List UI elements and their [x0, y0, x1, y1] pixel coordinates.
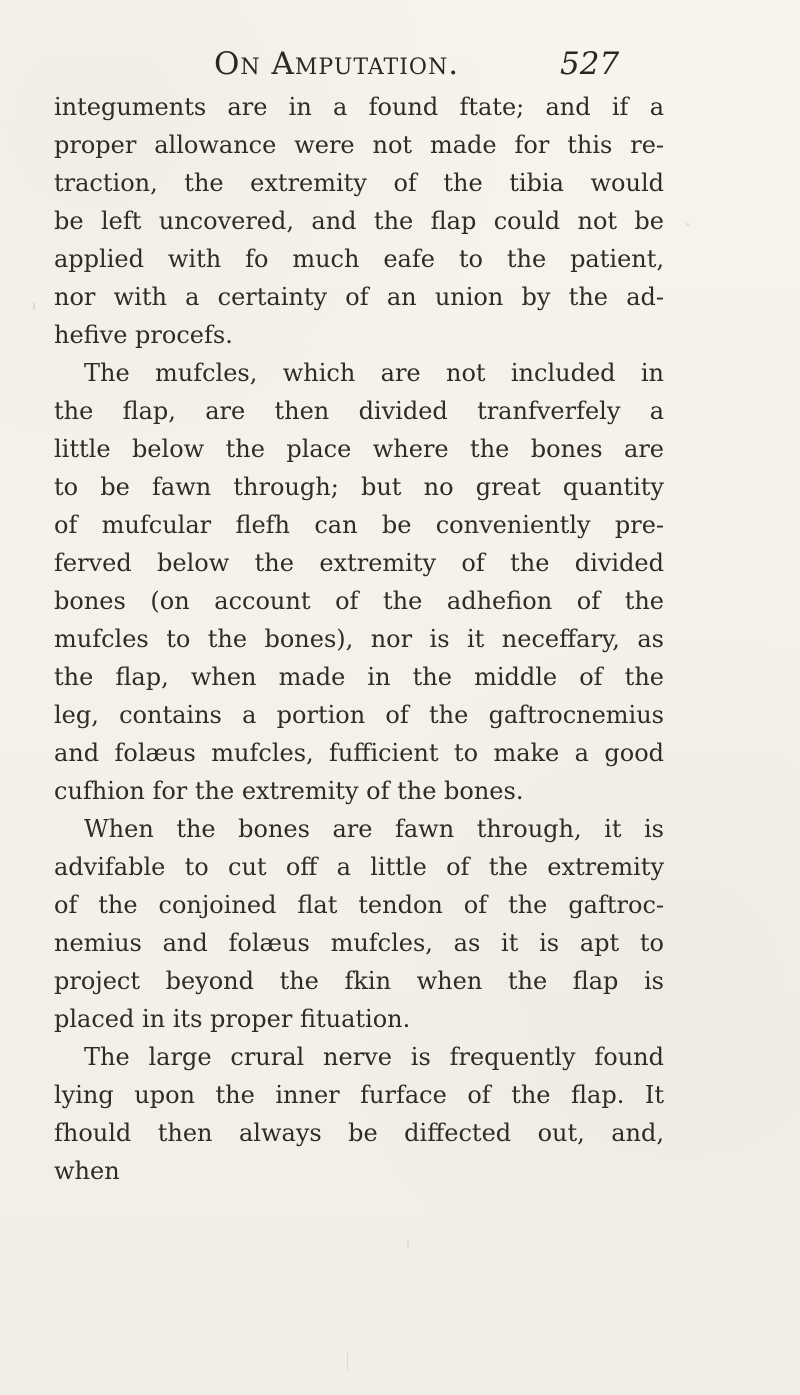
text-line: little below the place where the bones are	[54, 435, 664, 463]
text-line: nemius and folæus mufcles, as it is apt to	[54, 929, 664, 957]
text-line: cufhion for the extremity of the bones.	[54, 777, 524, 805]
text-line: ferved below the extremity of the divided	[54, 549, 664, 577]
text-line: project beyond the fkin when the flap is	[54, 967, 664, 995]
text-line: the flap, are then divided tranfverfely a	[54, 397, 664, 425]
text-line: bones (on account of the adhefion of the	[54, 587, 664, 615]
body-text	[54, 88, 664, 1190]
text-line: integuments are in a found ftate; and if a	[54, 93, 664, 121]
text-line: applied with fo much eafe to the patient,	[54, 245, 664, 273]
text-line: traction, the extremity of the tibia would	[54, 169, 664, 197]
paper-speck	[347, 1350, 348, 1372]
text-line: placed in its proper fituation.	[54, 1005, 411, 1033]
paper-speck	[686, 223, 689, 226]
paragraph-start: When the bones are fawn through, it is	[84, 815, 664, 843]
text-line: lying upon the inner furface of the flap. It	[54, 1081, 664, 1109]
text-line: advifable to cut off a little of the extremity	[54, 853, 664, 881]
page-header	[214, 46, 714, 86]
paper-speck	[33, 302, 35, 310]
text-line: hefive procefs.	[54, 321, 233, 349]
running-title: On Amputation.	[214, 46, 460, 82]
text-line: and folæus mufcles, fufficient to make a good	[54, 739, 664, 767]
text-line: proper allowance were not made for this re-	[54, 131, 664, 159]
catchword: when	[54, 1157, 120, 1185]
paragraph-start: The large crural nerve is frequently found	[84, 1043, 664, 1071]
text-line: the flap, when made in the middle of the	[54, 663, 664, 691]
text-line: leg, contains a portion of the gaftrocnemius	[54, 701, 664, 729]
page-number: 527	[560, 46, 620, 82]
text-line: mufcles to the bones), nor is it neceffary, as	[54, 625, 664, 653]
paragraph-start: The mufcles, which are not included in	[84, 359, 664, 387]
text-line: of the conjoined flat tendon of the gaftroc-	[54, 891, 664, 919]
text-line: to be fawn through; but no great quantity	[54, 473, 664, 501]
paper-speck	[407, 1238, 409, 1248]
text-line: be left uncovered, and the flap could not be	[54, 207, 664, 235]
text-line: nor with a certainty of an union by the ad-	[54, 283, 664, 311]
text-line: fhould then always be diffected out, and,	[54, 1119, 664, 1147]
text-line: of mufcular flefh can be conveniently pre-	[54, 511, 664, 539]
